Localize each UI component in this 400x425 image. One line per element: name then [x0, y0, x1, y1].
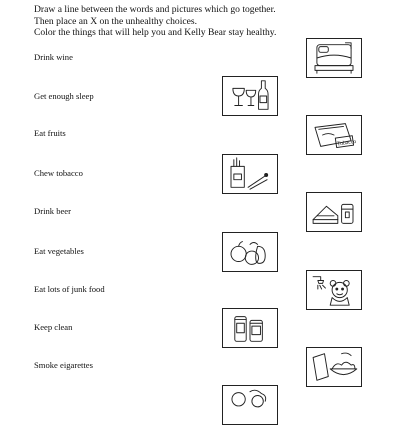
picture-bed[interactable]: [306, 38, 362, 78]
fruits-icon: [223, 233, 277, 271]
item-chew-tobacco[interactable]: Chew tobacco: [34, 168, 83, 178]
picture-vegetables-partial[interactable]: [222, 385, 278, 425]
beer-cans-icon: [223, 309, 277, 347]
picture-tobacco[interactable]: [306, 115, 362, 155]
item-keep-clean[interactable]: Keep clean: [34, 322, 73, 332]
item-drink-beer[interactable]: Drink beer: [34, 206, 71, 216]
junk-food-cake-jar-icon: [307, 193, 361, 231]
picture-beer[interactable]: [222, 308, 278, 348]
bear-shower-icon: [307, 271, 361, 309]
item-smoke-cigarettes[interactable]: Smoke eigarettes: [34, 360, 93, 370]
bed-icon: [307, 39, 361, 77]
picture-fruits[interactable]: [222, 232, 278, 272]
instruction-line-2: Then place an X on the unhealthy choices.: [34, 15, 198, 27]
picture-cigarettes[interactable]: [222, 154, 278, 194]
item-eat-vegetables[interactable]: Eat vegetables: [34, 246, 84, 256]
instruction-line-3: Color the things that will help you and Kelly Bear stay healthy.: [34, 27, 277, 39]
item-eat-junk-food[interactable]: Eat lots of junk food: [34, 284, 105, 294]
instructions: [34, 4, 276, 39]
picture-wine[interactable]: [222, 76, 278, 116]
item-drink-wine[interactable]: Drink wine: [34, 52, 73, 62]
item-get-enough-sleep[interactable]: Get enough sleep: [34, 91, 94, 101]
picture-vegetables[interactable]: [306, 347, 362, 387]
vegetables-partial-icon: [223, 386, 277, 424]
instruction-line-1: Draw a line between the words and pictures which go together.: [34, 4, 276, 15]
vegetables-bowl-icon: [307, 348, 361, 386]
picture-keep-clean[interactable]: [306, 270, 362, 310]
cigarettes-matches-icon: [223, 155, 277, 193]
picture-junk-food[interactable]: [306, 192, 362, 232]
chewing-tobacco-pouch-icon: [307, 116, 361, 154]
wine-bottle-glasses-icon: [223, 77, 277, 115]
item-eat-fruits[interactable]: Eat fruits: [34, 128, 66, 138]
tobacco-label: Tobacco: [336, 138, 357, 148]
